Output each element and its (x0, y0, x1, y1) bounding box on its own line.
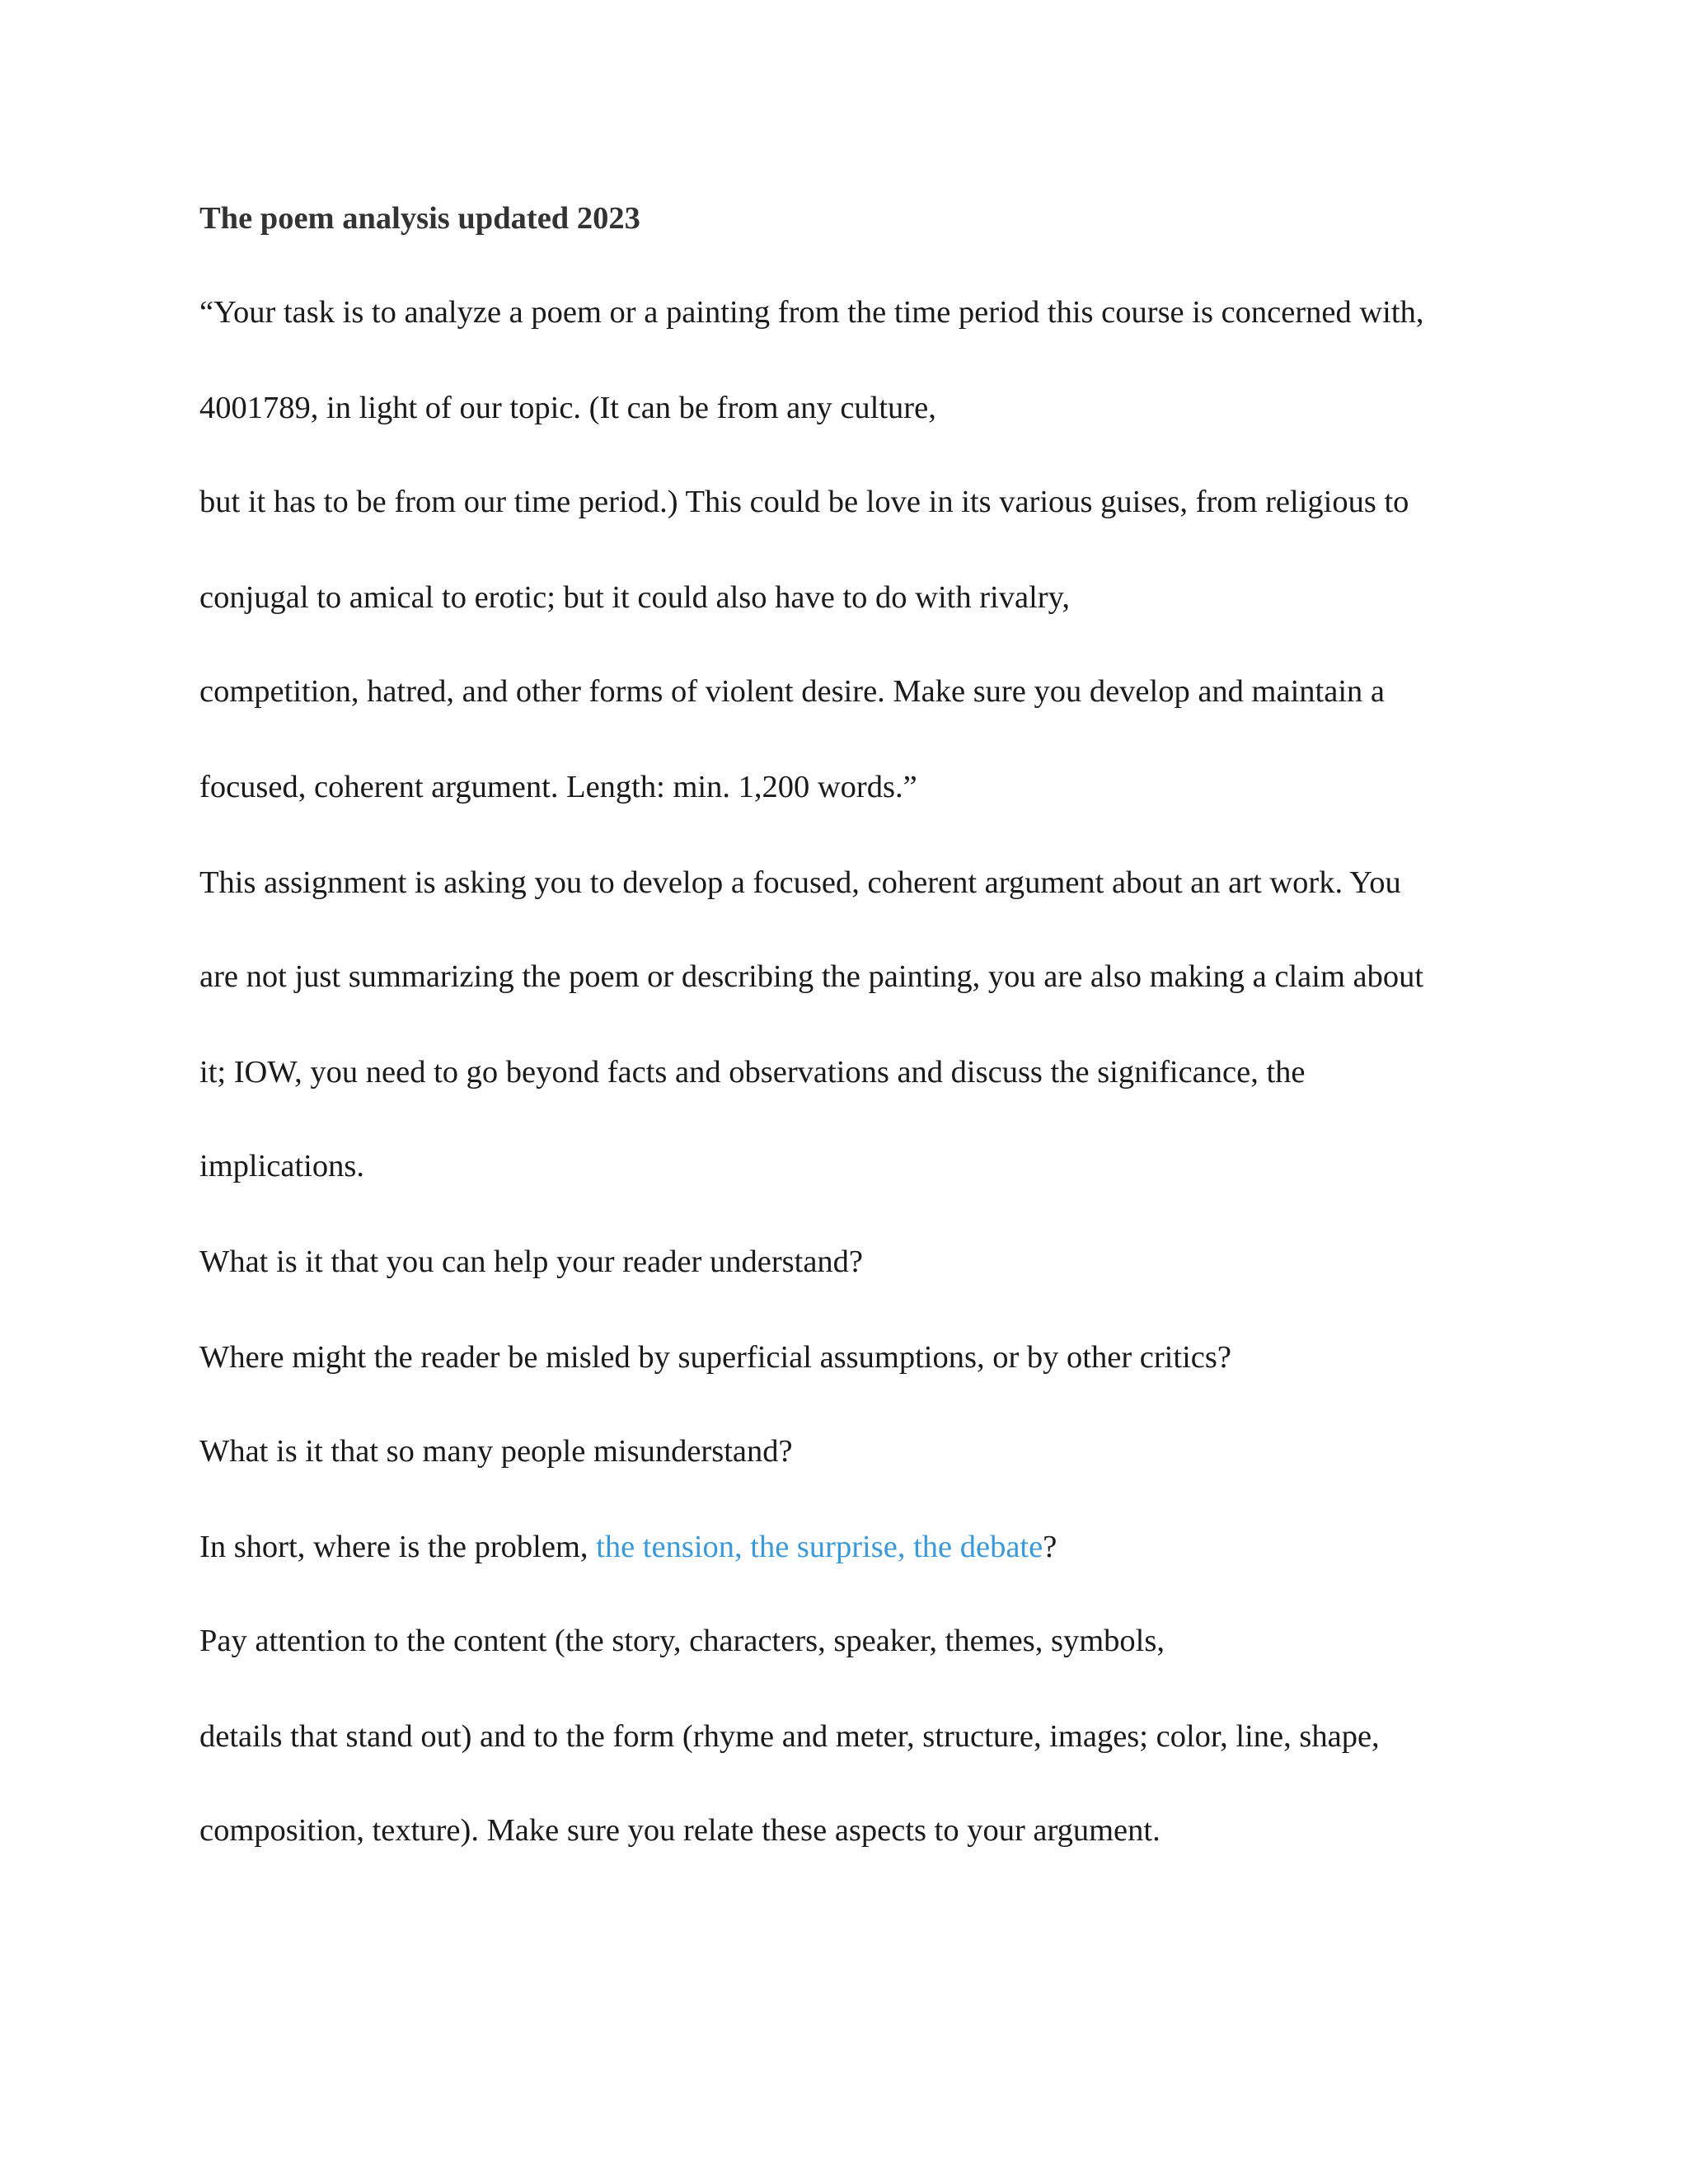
short-line-text: In short, where is the problem, (199, 1530, 597, 1564)
question-line: What is it that you can help your reader understand? (199, 1244, 864, 1279)
paragraph-line: are not just summarizing the poem or describing the painting, you are also making a claim about (199, 959, 1424, 994)
paragraph-line: conjugal to amical to erotic; but it could also have to do with rivalry, (199, 580, 1070, 615)
paragraph-line: competition, hatred, and other forms of violent desire. Make sure you develop and maintain a (199, 674, 1385, 709)
paragraph-line: but it has to be from our time period.) This could be love in its various guises, from religious to (199, 485, 1409, 519)
paragraph-line: This assignment is asking you to develop a focused, coherent argument about an art work. You (199, 865, 1401, 900)
paragraph-line: implications. (199, 1149, 364, 1183)
paragraph-line: “Your task is to analyze a poem or a painting from the time period this course is concerned with, (199, 295, 1424, 330)
question-line: What is it that so many people misunderstand? (199, 1434, 793, 1469)
paragraph-line: composition, texture). Make sure you relate these aspects to your argument. (199, 1813, 1160, 1848)
question-line-short (199, 1527, 1057, 1567)
document-title: The poem analysis updated 2023 (199, 201, 640, 236)
highlighted-text: the tension, the surprise, the debate (596, 1530, 1043, 1564)
paragraph-line: 4001789, in light of our topic. (It can be from any culture, (199, 391, 936, 425)
question-line: Where might the reader be misled by superficial assumptions, or by other critics? (199, 1340, 1231, 1375)
paragraph-line: Pay attention to the content (the story, characters, speaker, themes, symbols, (199, 1624, 1165, 1658)
paragraph-line: details that stand out) and to the form (rhyme and meter, structure, images; color, line, shape, (199, 1719, 1380, 1754)
short-line-end: ? (1043, 1530, 1057, 1564)
paragraph-line: focused, coherent argument. Length: min. 1,200 words.” (199, 770, 917, 804)
paragraph-line: it; IOW, you need to go beyond facts and observations and discuss the significance, the (199, 1055, 1306, 1090)
